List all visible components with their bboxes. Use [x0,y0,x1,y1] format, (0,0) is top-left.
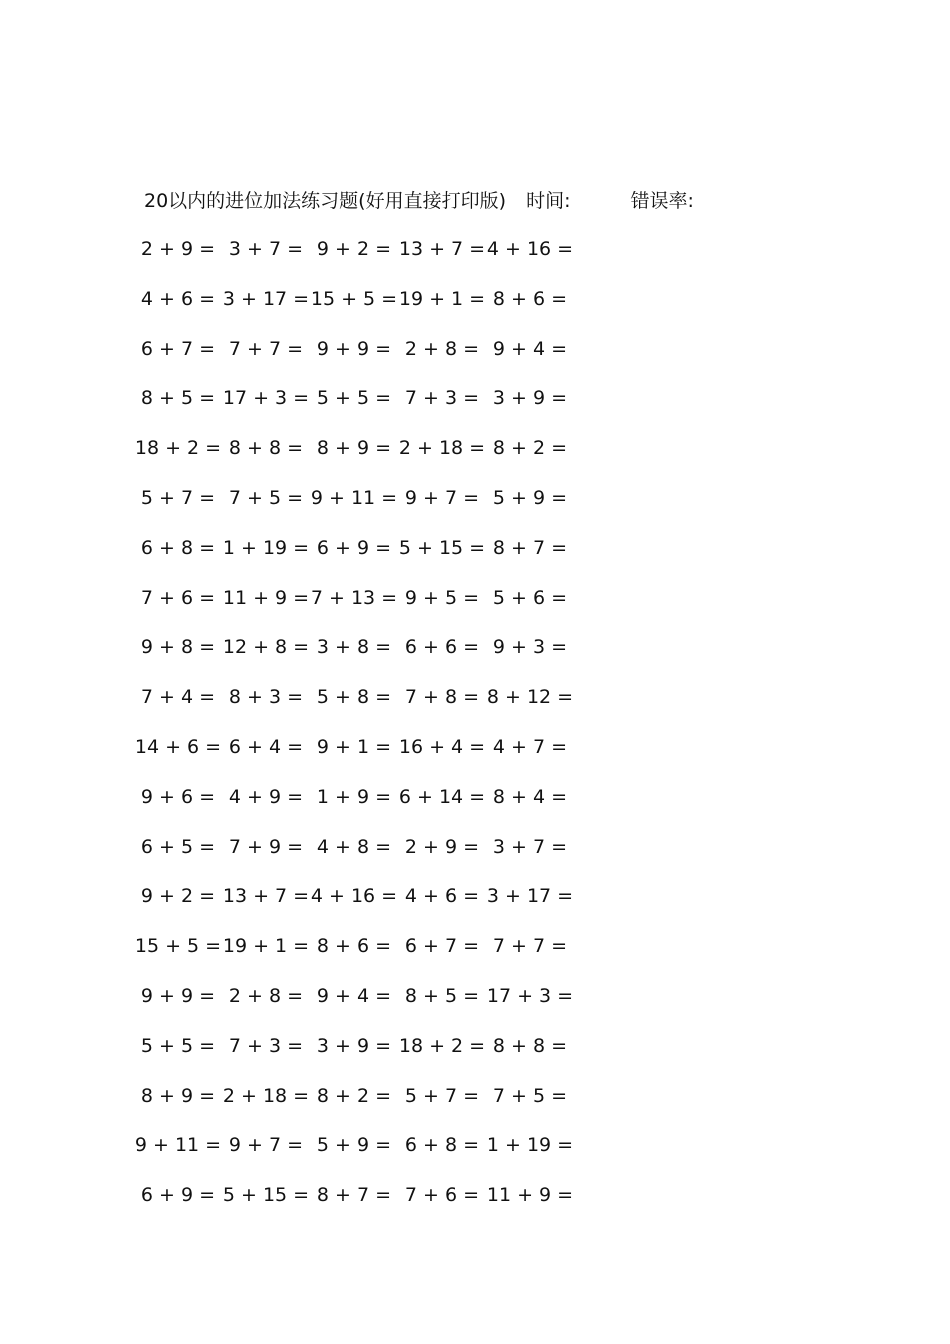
problem-item: 7 + 6 = [404,1184,480,1207]
problem-item: 4 + 7 = [492,735,568,758]
problem-item: 5 + 6 = [492,586,568,609]
problem-row [140,981,604,1031]
problem-row [140,1180,604,1230]
problem-item: 17 + 3 = [222,387,310,410]
problem-item: 2 + 8 = [228,984,304,1007]
problem-item: 8 + 9 = [316,437,392,460]
problem-row [140,583,604,633]
problem-item: 17 + 3 = [486,984,574,1007]
problem-item: 7 + 8 = [404,686,480,709]
problem-item: 5 + 15 = [398,536,486,559]
problem-item: 4 + 6 = [404,885,480,908]
problem-item: 3 + 17 = [486,885,574,908]
problem-item: 9 + 8 = [140,636,216,659]
problem-grid [134,234,604,1230]
problem-item: 9 + 4 = [492,337,568,360]
problem-row [140,1081,604,1131]
worksheet-title: 20以内的进位加法练习题(好用直接打印版) [144,190,507,212]
worksheet-header [144,186,694,216]
problem-item: 2 + 9 = [140,238,216,260]
problem-item: 7 + 7 = [228,337,304,360]
problem-item: 8 + 8 = [492,1034,568,1057]
problem-item: 15 + 5 = [310,287,398,310]
problem-row [140,1031,604,1081]
problem-item: 8 + 5 = [140,387,216,410]
problem-item: 2 + 18 = [398,437,486,460]
problem-item: 5 + 7 = [140,486,216,509]
problem-item: 8 + 5 = [404,984,480,1007]
problem-item: 8 + 6 = [316,935,392,958]
problem-item: 5 + 15 = [222,1184,310,1207]
problem-item: 9 + 9 = [140,984,216,1007]
problem-row [140,483,604,533]
problem-item: 7 + 7 = [492,935,568,958]
problem-row [140,782,604,832]
problem-item: 12 + 8 = [222,636,310,659]
problem-item: 7 + 4 = [140,686,216,709]
error-rate-label: 错误率: [630,190,694,212]
problem-row [140,832,604,882]
problem-item: 9 + 7 = [228,1134,304,1157]
problem-row [140,533,604,583]
problem-item: 15 + 5 = [134,935,222,958]
problem-item: 14 + 6 = [134,735,222,758]
problem-item: 6 + 8 = [404,1134,480,1157]
problem-row [140,284,604,334]
problem-item: 18 + 2 = [134,437,222,460]
problem-item: 4 + 9 = [228,785,304,808]
problem-item: 6 + 14 = [398,785,486,808]
problem-row [140,632,604,682]
problem-item: 7 + 9 = [228,835,304,858]
problem-item: 6 + 6 = [404,636,480,659]
problem-item: 3 + 9 = [492,387,568,410]
problem-item: 2 + 9 = [404,835,480,858]
problem-item: 6 + 8 = [140,536,216,559]
problem-item: 3 + 8 = [316,636,392,659]
problem-item: 9 + 11 = [134,1134,222,1157]
problem-item: 9 + 5 = [404,586,480,609]
problem-item: 13 + 7 = [222,885,310,908]
problem-item: 7 + 6 = [140,586,216,609]
problem-item: 4 + 8 = [316,835,392,858]
problem-item: 6 + 9 = [316,536,392,559]
problem-item: 11 + 9 = [486,1184,574,1207]
problem-row [140,234,604,284]
problem-item: 3 + 7 = [228,238,304,260]
problem-item: 8 + 8 = [228,437,304,460]
problem-item: 6 + 7 = [140,337,216,360]
problem-item: 5 + 5 = [316,387,392,410]
problem-item: 9 + 6 = [140,785,216,808]
problem-item: 4 + 16 = [310,885,398,908]
problem-row [134,732,604,782]
problem-row [134,1130,604,1180]
problem-item: 11 + 9 = [222,586,310,609]
problem-item: 1 + 19 = [222,536,310,559]
problem-row [140,881,604,931]
problem-item: 13 + 7 = [398,238,486,260]
problem-item: 8 + 4 = [492,785,568,808]
problem-item: 8 + 2 = [316,1084,392,1107]
problem-item: 5 + 5 = [140,1034,216,1057]
problem-item: 9 + 9 = [316,337,392,360]
problem-item: 2 + 18 = [222,1084,310,1107]
time-label: 时间: [526,190,571,212]
problem-row [140,682,604,732]
problem-row [140,334,604,384]
problem-item: 19 + 1 = [398,287,486,310]
problem-item: 4 + 16 = [486,238,574,260]
problem-item: 1 + 9 = [316,785,392,808]
problem-row [134,931,604,981]
problem-item: 8 + 12 = [486,686,574,709]
problem-item: 3 + 17 = [222,287,310,310]
problem-item: 3 + 7 = [492,835,568,858]
problem-item: 4 + 6 = [140,287,216,310]
problem-item: 9 + 2 = [140,885,216,908]
problem-item: 8 + 9 = [140,1084,216,1107]
problem-item: 2 + 8 = [404,337,480,360]
problem-item: 3 + 9 = [316,1034,392,1057]
problem-item: 9 + 11 = [310,486,398,509]
problem-item: 9 + 3 = [492,636,568,659]
problem-item: 1 + 19 = [486,1134,574,1157]
problem-item: 7 + 5 = [492,1084,568,1107]
problem-item: 5 + 9 = [492,486,568,509]
problem-item: 5 + 7 = [404,1084,480,1107]
problem-item: 6 + 4 = [228,735,304,758]
problem-item: 5 + 9 = [316,1134,392,1157]
problem-item: 8 + 2 = [492,437,568,460]
problem-item: 18 + 2 = [398,1034,486,1057]
problem-item: 6 + 5 = [140,835,216,858]
problem-item: 5 + 8 = [316,686,392,709]
problem-item: 16 + 4 = [398,735,486,758]
problem-item: 8 + 6 = [492,287,568,310]
problem-item: 9 + 7 = [404,486,480,509]
problem-item: 7 + 5 = [228,486,304,509]
problem-item: 6 + 7 = [404,935,480,958]
problem-row [134,433,604,483]
problem-item: 9 + 2 = [316,238,392,260]
problem-item: 19 + 1 = [222,935,310,958]
problem-item: 9 + 4 = [316,984,392,1007]
problem-row [140,383,604,433]
problem-item: 8 + 7 = [492,536,568,559]
problem-item: 7 + 3 = [404,387,480,410]
problem-item: 7 + 3 = [228,1034,304,1057]
problem-item: 9 + 1 = [316,735,392,758]
problem-item: 6 + 9 = [140,1184,216,1207]
problem-item: 8 + 7 = [316,1184,392,1207]
problem-item: 7 + 13 = [310,586,398,609]
problem-item: 8 + 3 = [228,686,304,709]
